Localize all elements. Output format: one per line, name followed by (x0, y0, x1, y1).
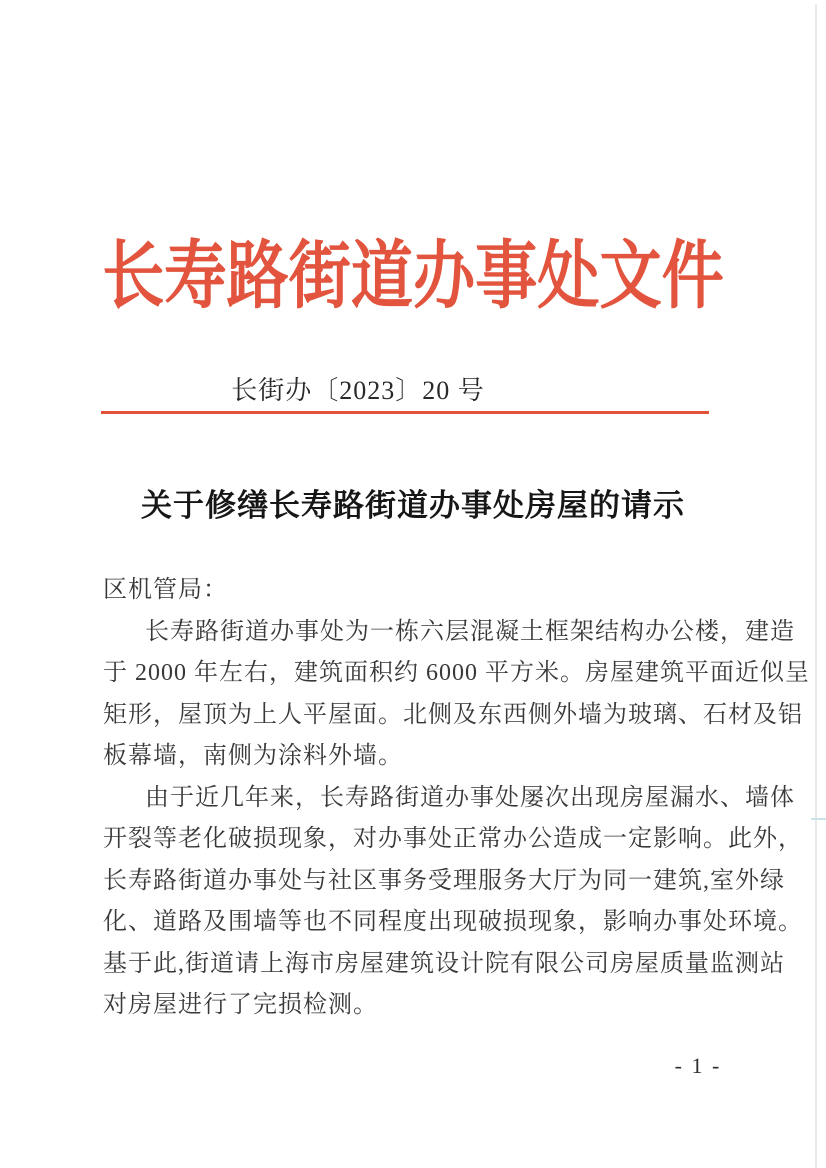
body-line: 对房屋进行了完损检测。 (103, 992, 378, 1018)
body-line: 基于此,街道请上海市房屋建筑设计院有限公司房屋质量监测站 (103, 950, 785, 977)
red-divider-rule (101, 411, 709, 414)
body-paragraphs (103, 612, 810, 1027)
scan-artifact-tick (811, 818, 826, 820)
page-number: - 1 - (674, 1053, 722, 1078)
body-line: 由于近几年来，长寿路街道办事处屡次出现房屋漏水、墙体 (145, 784, 795, 811)
scan-edge-line (815, 4, 817, 1168)
body-line: 开裂等老化破损现象，对办事处正常办公造成一定影响。此外， (103, 826, 803, 852)
body-block (103, 570, 810, 1027)
subject-title: 关于修缮长寿路街道办事处房屋的请示 (141, 488, 685, 523)
paragraph (103, 778, 803, 1027)
body-line: 矩形，屋顶为上人平屋面。北侧及东西侧外墙为玻璃、石材及铝 (103, 701, 803, 728)
doc-reference-number: 长街办〔2023〕20 号 (231, 376, 485, 405)
body-line: 于 2000 年左右，建筑面积约 6000 平方米。房屋建筑平面近似呈 (103, 660, 810, 686)
body-line: 板幕墙，南侧为涂料外墙。 (103, 743, 403, 769)
paragraph (103, 612, 810, 778)
body-line: 长寿路街道办事处为一栋六层混凝土框架结构办公楼，建造 (145, 618, 795, 645)
body-line: 化、道路及围墙等也不同程度出现破损现象，影响办事处环境。 (103, 909, 803, 935)
body-line: 长寿路街道办事处与社区事务受理服务大厅为同一建筑,室外绿 (103, 867, 785, 894)
salutation: 区机管局： (103, 577, 228, 603)
letterhead-title: 长寿路街道办事处文件 (102, 236, 724, 318)
